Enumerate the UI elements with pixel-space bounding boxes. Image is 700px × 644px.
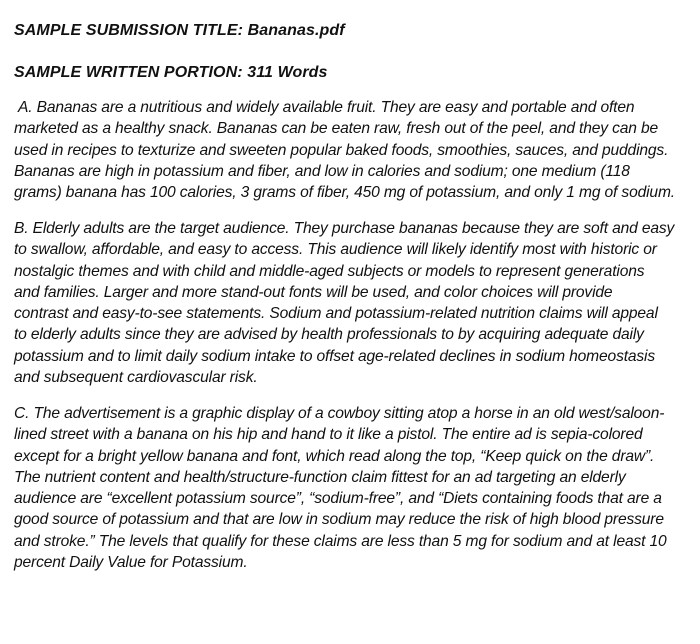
- paragraph-line: marketed as a healthy snack. Bananas can be eaten raw, fresh out of the peel, and they can be: [14, 120, 659, 138]
- paragraph-c: [14, 403, 686, 573]
- paragraph-line: grams) banana has 100 calories, 3 grams of fiber, 450 mg of potassium, and only 1 mg of sodium.: [14, 184, 675, 202]
- paragraph-line: potassium and to limit daily sodium intake to offset age-related declines in sodium homeostasis: [14, 347, 656, 365]
- paragraph-line: and subsequent cardiovascular risk.: [14, 369, 258, 387]
- paragraph-line: to swallow, affordable, and easy to access. This audience will likely identify most with historic or: [14, 241, 657, 259]
- written-portion-heading: SAMPLE WRITTEN PORTION: 311 Words: [14, 64, 328, 81]
- submission-title: SAMPLE SUBMISSION TITLE: Bananas.pdf: [14, 22, 345, 39]
- paragraph-line: A. Bananas are a nutritious and widely available fruit. They are easy and portable and often: [18, 99, 635, 116]
- paragraph-b: [14, 218, 686, 388]
- paragraph-line: and stroke.” The levels that qualify for these claims are less than 5 mg for sodium and at least 10: [14, 532, 667, 550]
- paragraph-line: audience are “excellent potassium source”, “sodium-free”, and “Diets containing foods that are a: [14, 490, 662, 508]
- paragraph-line: Bananas are high in potassium and fiber, and low in calories and sodium; one medium (118: [14, 162, 630, 180]
- paragraph-line: lined street with a banana on his hip and hand to it like a pistol. The entire ad is sepia-colored: [14, 426, 643, 444]
- paragraph-line: good source of potassium and that are low in sodium may reduce the risk of high blood pressure: [14, 511, 664, 529]
- paragraph-line: The nutrient content and health/structure-function claim fittest for an ad targeting an elderly: [14, 468, 626, 486]
- paragraph-a: [14, 97, 686, 203]
- paragraph-line: C. The advertisement is a graphic display of a cowboy sitting atop a horse in an old west/saloon-: [14, 405, 665, 422]
- paragraph-line: to elderly adults since they are advised by health professionals to by acquiring adequate daily: [14, 326, 644, 344]
- paragraph-line: contrast and easy-to-see statements. Sodium and potassium-related nutrition claims will appeal: [14, 305, 658, 323]
- paragraph-line: nostalgic themes and with child and middle-aged subjects or models to represent generations: [14, 262, 645, 280]
- paragraph-line: percent Daily Value for Potassium.: [14, 554, 248, 572]
- paragraph-line: and families. Larger and more stand-out fonts will be used, and color choices will provide: [14, 283, 613, 301]
- paragraph-line: B. Elderly adults are the target audience. They purchase bananas because they are soft and easy: [14, 220, 675, 237]
- paragraph-line: used in recipes to texturize and sweeten popular baked foods, smoothies, sauces, and puddings.: [14, 141, 669, 159]
- paragraph-line: except for a bright yellow banana and font, which read along the top, “Keep quick on the draw”.: [14, 447, 655, 465]
